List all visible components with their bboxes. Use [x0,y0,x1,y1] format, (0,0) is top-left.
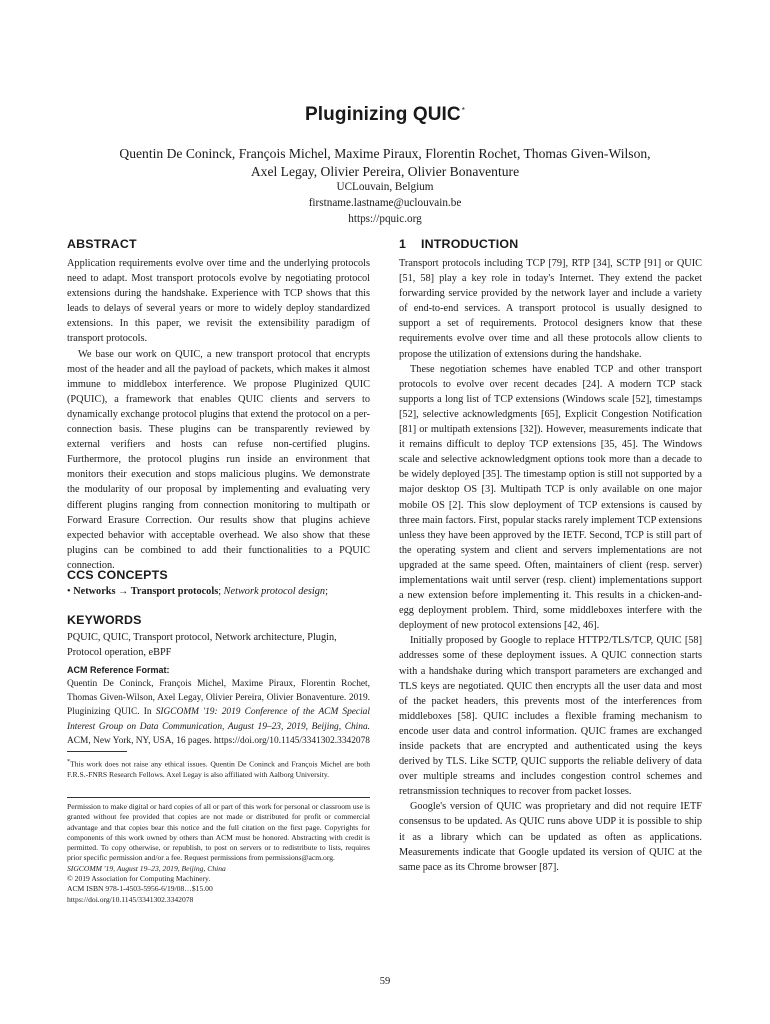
footnote-text [67,757,370,780]
permission-conference [67,864,370,874]
introduction-heading [399,235,702,253]
ccs-heading: CCS CONCEPTS [67,568,168,582]
permission-doi: https://doi.org/10.1145/3341302.3342078 [67,894,194,904]
ccs-concepts [67,584,370,599]
acm-reference-text [67,677,370,748]
permission-text: Permission to make digital or hard copies of all or part of this work for personal or classroom use is granted without fee provided that copies are not made or distributed for profit or commercial advantage and that copies bear this notice and the full citation on the first page. Copyrights for components of this work owned by others than ACM must be honored. Abstracting with credit is permitted. To copy otherwise, or republish, to post on servers or to redistribute to lists, requires prior specific permission and/or a fee. Request permissions from permissions@acm.org. [67,802,370,863]
keywords-heading: KEYWORDS [67,613,142,627]
project-url: https://pquic.org [348,213,422,225]
footnote-body: This work does not raise any ethical issues. Quentin De Coninck and François Michel are both F.R.S.-FNRS Research Fellows. Axel Legay is also affiliated with Aalborg University. [67,759,370,779]
right-column [399,235,702,875]
acm-reference-publisher: ACM, New York, NY, USA, 16 pages. https://doi.org/10.1145/3341302.3342078 [67,735,370,746]
authors-line-2: Axel Legay, Olivier Pereira, Olivier Bonaventure [250,164,520,179]
keywords-section [67,611,370,660]
permission-isbn: ACM ISBN 978-1-4503-5956-6/19/08…$15.00 [67,884,213,894]
intro-paragraph-4: Google's version of QUIC was proprietary and did not require IETF consensus to be updated. As QUIC runs above UDP it is possible to ship it as a library which can be updated as often as applications. Measurements indicate that Google updated its version of QUIC at the same pace as its Chrome browser [87]. [399,801,702,873]
acm-reference-section [67,664,370,748]
author-email: firstname.lastname@uclouvain.be [308,197,462,209]
acm-reference-heading: ACM Reference Format: [67,665,170,675]
paper-title [0,104,770,126]
title-text: Pluginizing QUIC [305,104,461,125]
acm-reference-venue: SIGCOMM '19: 2019 Conference of the ACM Special Interest Group on Data Communication, August 19–23, 2019, Beijing, China. [67,707,370,732]
acm-reference-authors: Quentin De Coninck, François Michel, Maxime Piraux, Florentin Rochet, Thomas Given-Wilson, Axel Legay, Olivier Pereira, Olivier Bonaventure. 2019. Pluginizing QUIC. In [67,679,370,718]
introduction-title: INTRODUCTION [421,237,519,251]
permission-conference-text: SIGCOMM '19, August 19–23, 2019, Beijing, China [67,863,226,873]
permission-copyright: © 2019 Association for Computing Machinery. [67,874,211,884]
author-list [40,145,730,181]
affiliation: UCLouvain, Belgium [336,181,434,193]
permission-section [67,797,370,905]
abstract-heading: ABSTRACT [67,237,137,251]
affiliation-block [0,179,770,227]
ccs-separator: ; [218,586,224,597]
intro-paragraph-1: Transport protocols including TCP [79], RTP [34], SCTP [91] or QUIC [51, 58] play a key role in today's Internet. They extend the packet forwarding service provided by the network layer and include a variety of end-to-end services. A transport protocol is usually designed to support a set of requirements. Protocol designers know that these requirements evolve over time and all these protocols allow clients to propose the utilization of extensions during the handshake. [399,258,702,360]
abstract-paragraph-1: Application requirements evolve over time and the underlying protocols need to adapt. Most transport protocols evolve by negotiating protocol extensions during the handshake. Experience with TCP shows that this leads to delays of several years or more to widely deploy standardized extensions. In this paper, we revisit the extensibility paradigm of transport protocols. [67,258,370,345]
ccs-italic: Network protocol design [223,586,326,597]
footnote-mark: * [67,758,71,765]
title-footnote-mark: * [461,106,465,115]
abstract-paragraph-2: We base our work on QUIC, a new transport protocol that encrypts most of the header and all the payload of packets, which makes it almost immune to middlebox interference. We propose Pluginized QUIC (PQUIC), a framework that enables QUIC clients and servers to dynamically exchange protocol plugins that extend the protocol on a per-connection basis. These plugins can be transparently reviewed by external verifiers and hosts can refuse non-certified plugins. Furthermore, the protocol plugins run inside an environment that monitors their execution and stops malicious plugins. We demonstrate the modularity of our proposal by implementing and evaluating very different plugins ranging from connection monitoring to multipath or Forward Erasure Correction. Our results show that plugins achieve expected behavior with acceptable overhead. We also show that these plugins can be combined to add their functionalities to a PQUIC connection. [67,348,370,571]
ccs-bold: Networks → Transport protocols [73,586,219,597]
authors-line-1: Quentin De Coninck, François Michel, Maxime Piraux, Florentin Rochet, Thomas Given-Wilson, [119,146,651,161]
page-number: 59 [379,976,391,987]
intro-paragraph-3: Initially proposed by Google to replace HTTP2/TLS/TCP, QUIC [58] addresses some of these deployment issues. A QUIC connection starts with a handshake during which transport parameters are exchanged and TLS keys are negotiated. QUIC then encrypts all the user data and most of the packet headers, this prevents most of the interferences from middleboxes [58]. QUIC includes a flexible framing mechanism to encode user data and control information. QUIC frames are exchanged inside packets that are encrypted and authenticated using the keys derived by TLS. Like SCTP, QUIC supports the reliable delivery of data over multiple streams and includes congestion control schemes and retransmission techniques to recover from packet losses. [399,635,702,798]
intro-paragraph-2: These negotiation schemes have enabled TCP and other transport protocols to evolve over recent decades [24]. A modern TCP stack supports a long list of TCP extensions (Windows scale [52], timestamps [52], selective acknowledgments [65], Explicit Congestion Notification [81] or multipath extensions [32]). However, measurements indicate that it remains difficult to deploy TCP extensions [35, 45]. The Windows scale and selective acknowledgment options took more than a decade to be widely deployed [35]. The timestamp option is still not supported by a major desktop OS [3]. Multipath TCP is only available on one major mobile OS [2]. This slow deployment of TCP extensions is caused by three main factors. First, popular stacks rarely implement TCP extensions unless they have been approved by the IETF. Second, TCP is still part of the operating system and client and servers implementations are not upgraded at the same speed. Often, maintainers of client (resp. server) implementations wait until server (resp. client) implementations support a new extension before implementing it. This results in a chicken-and-egg deployment problem. Third, some middleboxes interfere with the deployment of new protocol extensions [42, 46]. [399,363,702,632]
introduction-number: 1 [399,237,407,251]
ccs-section [67,566,370,599]
ccs-end: ; [325,586,328,597]
left-column [67,235,370,573]
keywords-text: PQUIC, QUIC, Transport protocol, Network architecture, Plugin, Protocol operation, eBPF [67,632,337,659]
ccs-bullet: • [67,586,71,597]
footnote-section [67,751,370,780]
